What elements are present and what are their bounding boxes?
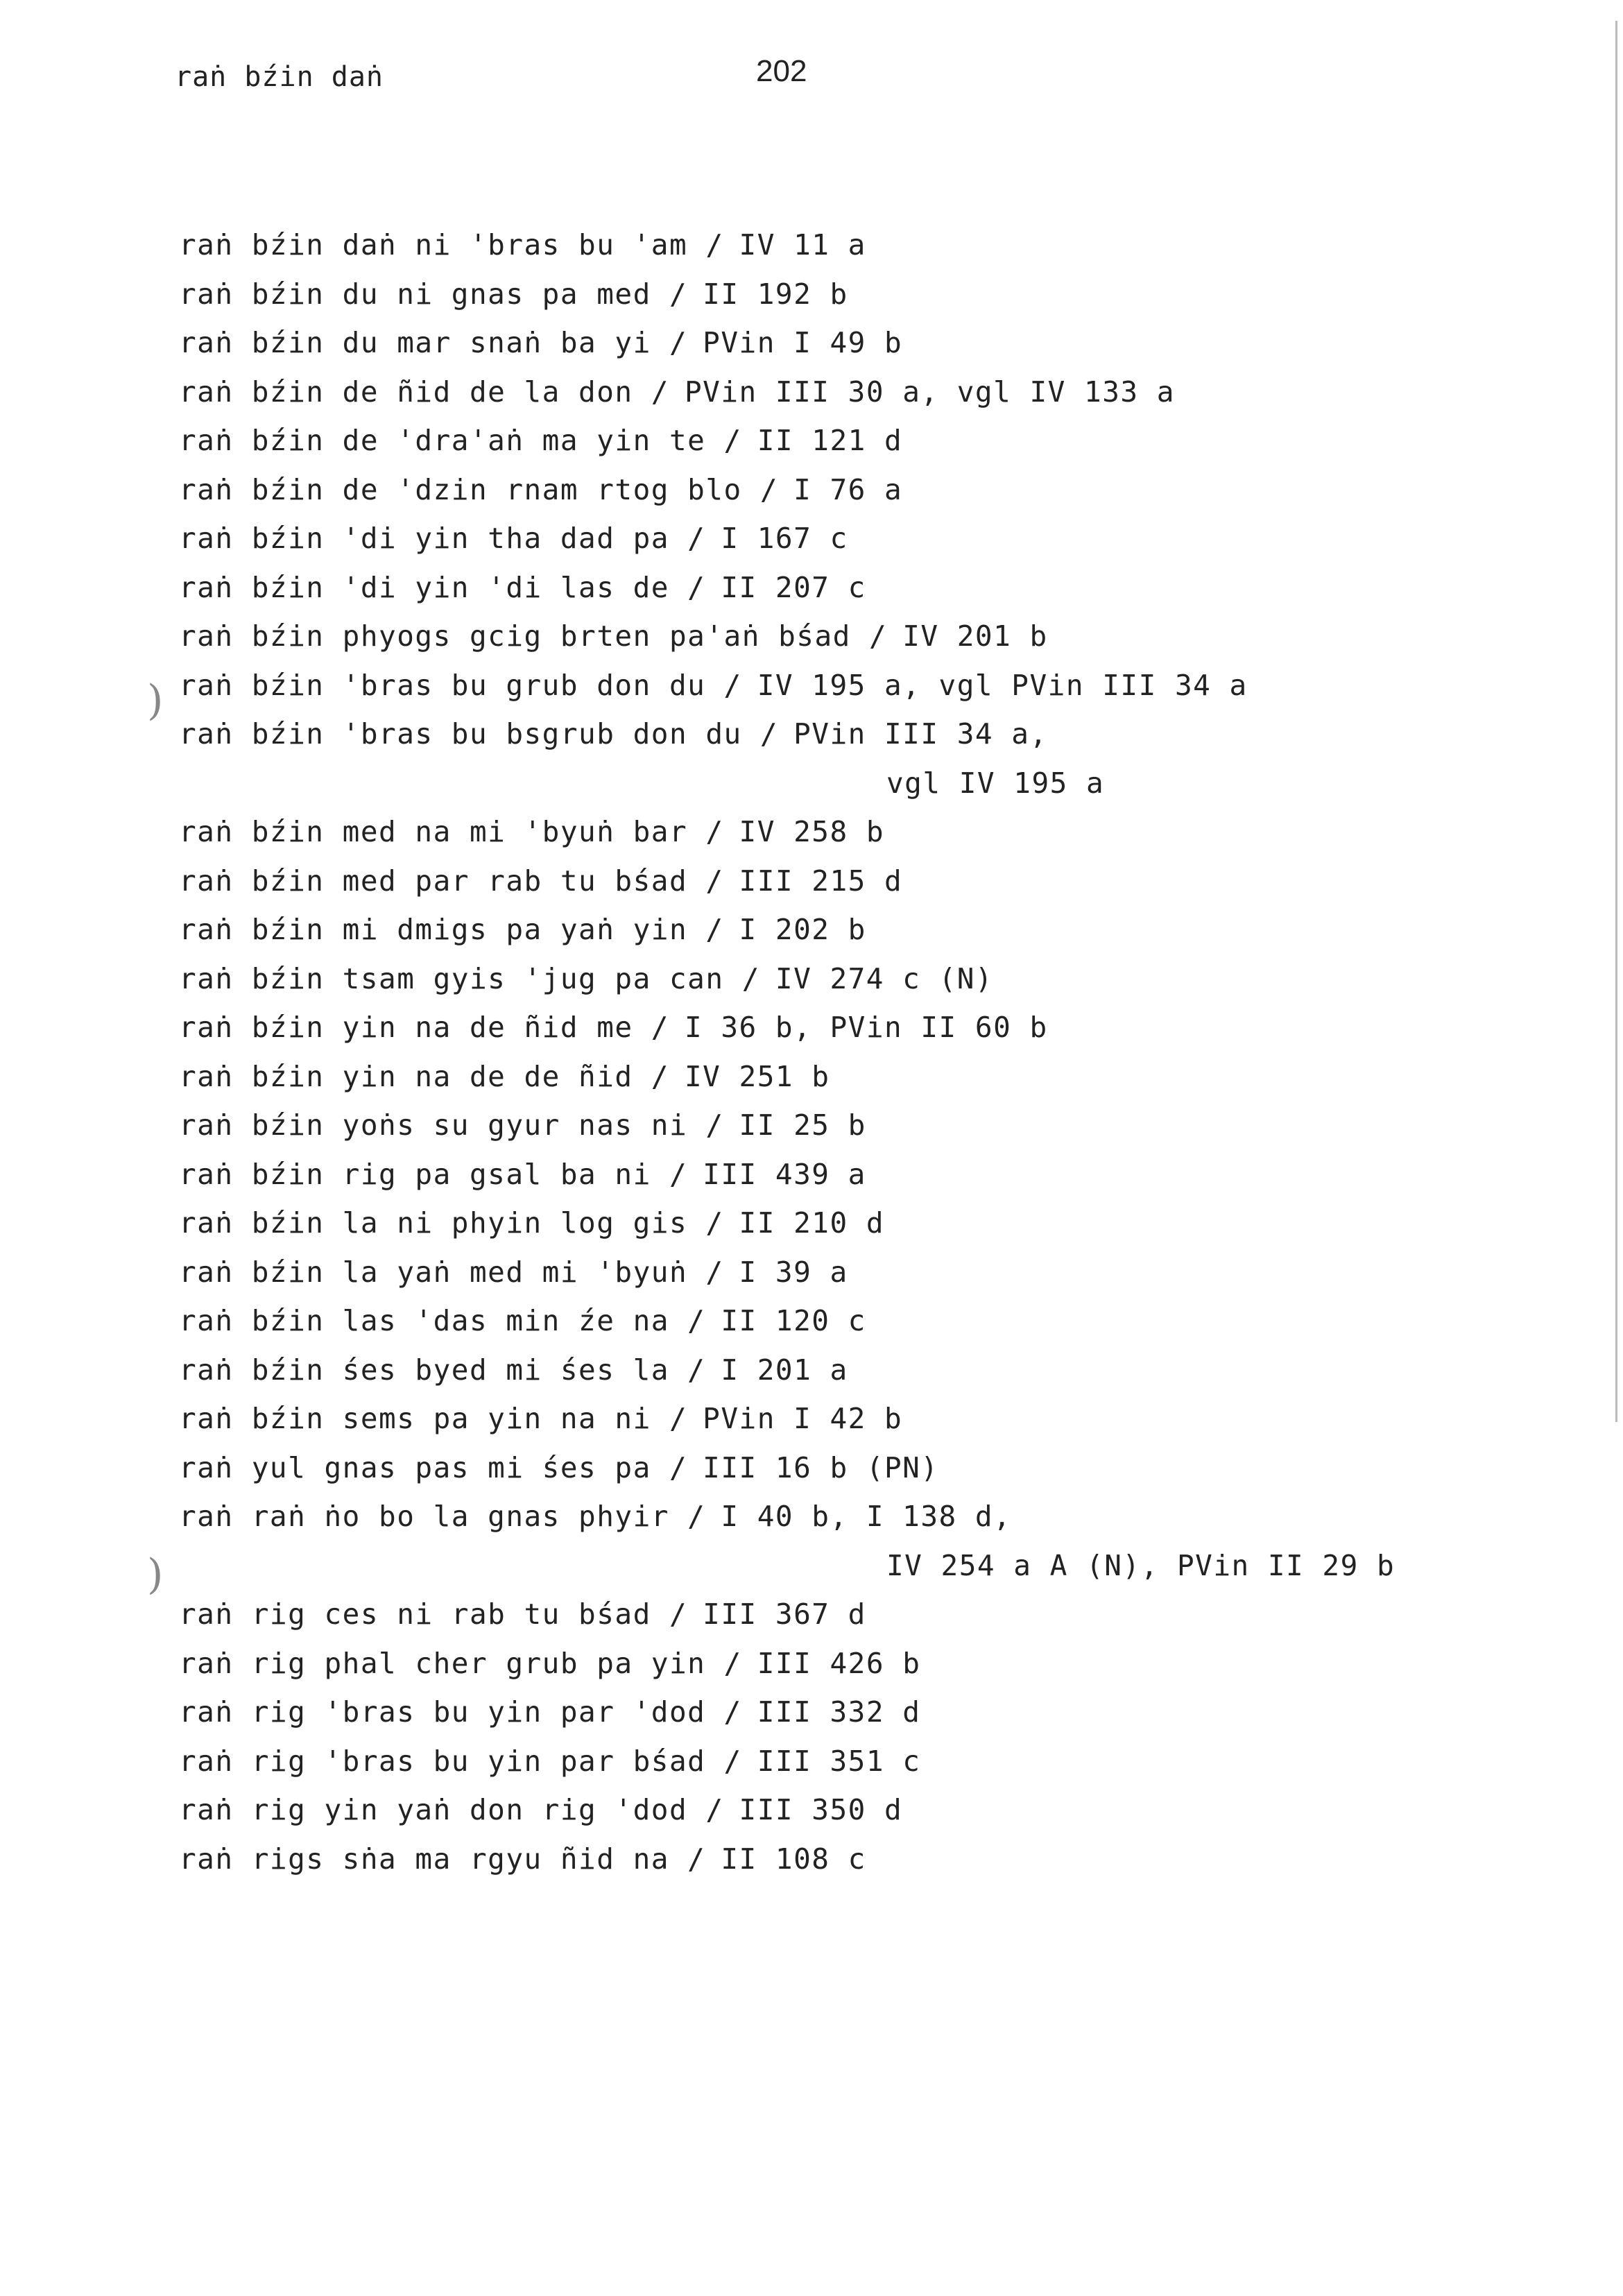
entry-reference: IV 251 b bbox=[684, 1059, 830, 1093]
running-head: raṅ bźin daṅ bbox=[175, 61, 384, 93]
entry-verse: raṅ bźin du ni gnas pa med / bbox=[179, 277, 688, 311]
entry-reference: IV 258 b bbox=[739, 815, 885, 848]
entry-verse: raṅ bźin 'di yin tha dad pa / bbox=[179, 522, 706, 555]
entry-verse: raṅ bźin rig pa gsal ba ni / bbox=[179, 1157, 688, 1191]
entry-reference: III 332 d bbox=[757, 1695, 921, 1729]
index-entry bbox=[179, 1199, 1497, 1248]
entry-verse: raṅ bźin yin na de ñid me / bbox=[179, 1011, 669, 1044]
entry-verse: raṅ bźin de ñid de la don / bbox=[179, 375, 669, 409]
index-entry bbox=[179, 270, 1497, 319]
entry-reference: III 367 d bbox=[703, 1597, 866, 1631]
index-entry bbox=[179, 1052, 1497, 1102]
entry-reference: II 25 b bbox=[739, 1108, 866, 1142]
entry-reference: III 426 b bbox=[757, 1646, 921, 1680]
index-entry bbox=[179, 1003, 1497, 1052]
index-entry bbox=[179, 612, 1497, 661]
entry-verse: raṅ bźin de 'dzin rnam rtog blo / bbox=[179, 472, 779, 506]
entry-verse: raṅ raṅ ṅo bo la gnas phyir / bbox=[179, 1500, 706, 1533]
margin-mark: ) bbox=[147, 676, 164, 725]
entry-verse: raṅ bźin daṅ ni 'bras bu 'am / bbox=[179, 228, 724, 262]
entry-reference: I 201 a bbox=[721, 1353, 848, 1387]
index-entry-list bbox=[179, 221, 1497, 1883]
entry-reference: II 192 b bbox=[703, 277, 848, 311]
index-entry bbox=[179, 514, 1497, 563]
entry-reference: II 108 c bbox=[721, 1842, 866, 1876]
index-entry bbox=[179, 1296, 1497, 1346]
index-entry bbox=[179, 465, 1497, 515]
entry-verse: raṅ bźin de 'dra'aṅ ma yin te / bbox=[179, 424, 742, 457]
entry-verse: raṅ bźin yoṅs su gyur nas ni / bbox=[179, 1108, 724, 1142]
entry-reference: I 202 b bbox=[739, 913, 866, 946]
entry-reference: IV 201 b bbox=[902, 619, 1048, 653]
entry-reference: III 351 c bbox=[757, 1744, 921, 1778]
index-entry bbox=[179, 1346, 1497, 1395]
index-entry bbox=[179, 1248, 1497, 1297]
entry-reference: PVin I 49 b bbox=[703, 326, 903, 359]
entry-verse: raṅ bźin la yaṅ med mi 'byuṅ / bbox=[179, 1255, 724, 1289]
entry-verse: raṅ bźin sems pa yin na ni / bbox=[179, 1402, 688, 1435]
margin-mark: ) bbox=[147, 1550, 164, 1599]
entry-verse: raṅ rig 'bras bu yin par 'dod / bbox=[179, 1695, 742, 1729]
index-entry bbox=[179, 1688, 1497, 1737]
entry-verse: raṅ bźin du mar snaṅ ba yi / bbox=[179, 326, 688, 359]
entry-reference: II 207 c bbox=[721, 570, 866, 604]
entry-verse: raṅ bźin 'bras bu grub don du / bbox=[179, 668, 742, 702]
entry-verse: raṅ bźin śes byed mi śes la / bbox=[179, 1353, 706, 1387]
index-entry bbox=[179, 807, 1497, 857]
entry-verse: raṅ bźin 'di yin 'di las de / bbox=[179, 570, 706, 604]
entry-reference: PVin III 34 a, bbox=[793, 717, 1048, 751]
entry-reference: II 120 c bbox=[721, 1304, 866, 1337]
index-entry bbox=[179, 710, 1497, 807]
entry-reference: PVin III 30 a, vgl IV 133 a bbox=[684, 375, 1175, 409]
entry-reference: I 39 a bbox=[739, 1255, 848, 1289]
index-entry bbox=[179, 905, 1497, 954]
entry-verse: raṅ rig 'bras bu yin par bśad / bbox=[179, 1744, 742, 1778]
index-entry bbox=[179, 221, 1497, 270]
entry-reference: II 210 d bbox=[739, 1206, 885, 1240]
entry-reference: PVin I 42 b bbox=[703, 1402, 903, 1435]
index-entry bbox=[179, 368, 1497, 417]
entry-reference: I 36 b, PVin II 60 b bbox=[684, 1011, 1048, 1044]
entry-verse: raṅ bźin med na mi 'byuṅ bar / bbox=[179, 815, 724, 848]
entry-reference: I 76 a bbox=[793, 472, 903, 506]
entry-verse: raṅ rig phal cher grub pa yin / bbox=[179, 1646, 742, 1680]
index-entry bbox=[179, 1492, 1497, 1590]
index-entry bbox=[179, 1785, 1497, 1835]
entry-verse: raṅ bźin la ni phyin log gis / bbox=[179, 1206, 724, 1240]
index-entry bbox=[179, 563, 1497, 612]
index-entry bbox=[179, 1394, 1497, 1443]
entry-reference-continued: IV 254 a A (N), PVin II 29 b bbox=[886, 1548, 1396, 1582]
entry-verse: raṅ bźin las 'das min źe na / bbox=[179, 1304, 706, 1337]
entry-reference: III 16 b (PN) bbox=[703, 1450, 939, 1484]
entry-verse: raṅ rigs sṅa ma rgyu ñid na / bbox=[179, 1842, 706, 1876]
index-entry bbox=[179, 1150, 1497, 1199]
index-entry bbox=[179, 1590, 1497, 1639]
entry-reference: III 439 a bbox=[703, 1157, 866, 1191]
entry-verse: raṅ bźin mi dmigs pa yaṅ yin / bbox=[179, 913, 724, 946]
index-entry bbox=[179, 1443, 1497, 1493]
entry-verse: raṅ yul gnas pas mi śes pa / bbox=[179, 1450, 688, 1484]
entry-reference: IV 195 a, vgl PVin III 34 a bbox=[757, 668, 1248, 702]
entry-reference-continued: vgl IV 195 a bbox=[886, 766, 1105, 800]
entry-reference: I 167 c bbox=[721, 522, 848, 555]
entry-reference: IV 274 c (N) bbox=[775, 961, 994, 995]
entry-reference: II 121 d bbox=[757, 424, 903, 457]
index-entry bbox=[179, 1101, 1497, 1150]
entry-verse: raṅ bźin phyogs gcig brten pa'aṅ bśad / bbox=[179, 619, 888, 653]
entry-verse: raṅ bźin tsam gyis 'jug pa can / bbox=[179, 961, 760, 995]
entry-verse: raṅ rig yin yaṅ don rig 'dod / bbox=[179, 1793, 724, 1826]
index-entry bbox=[179, 661, 1497, 710]
entry-reference: III 215 d bbox=[739, 864, 903, 898]
entry-reference: IV 11 a bbox=[739, 228, 866, 262]
entry-reference: III 350 d bbox=[739, 1793, 903, 1826]
index-entry bbox=[179, 1639, 1497, 1688]
index-entry bbox=[179, 1737, 1497, 1786]
page-edge-line bbox=[1615, 21, 1617, 1422]
index-entry bbox=[179, 857, 1497, 906]
entry-verse: raṅ bźin yin na de de ñid / bbox=[179, 1059, 669, 1093]
entry-reference: I 40 b, I 138 d, bbox=[721, 1500, 1012, 1533]
index-entry bbox=[179, 954, 1497, 1004]
index-entry bbox=[179, 318, 1497, 368]
page-number: 202 bbox=[756, 54, 807, 88]
index-entry bbox=[179, 1835, 1497, 1884]
entry-verse: raṅ bźin 'bras bu bsgrub don du / bbox=[179, 717, 779, 751]
entry-verse: raṅ rig ces ni rab tu bśad / bbox=[179, 1597, 688, 1631]
entry-verse: raṅ bźin med par rab tu bśad / bbox=[179, 864, 724, 898]
index-entry bbox=[179, 416, 1497, 465]
